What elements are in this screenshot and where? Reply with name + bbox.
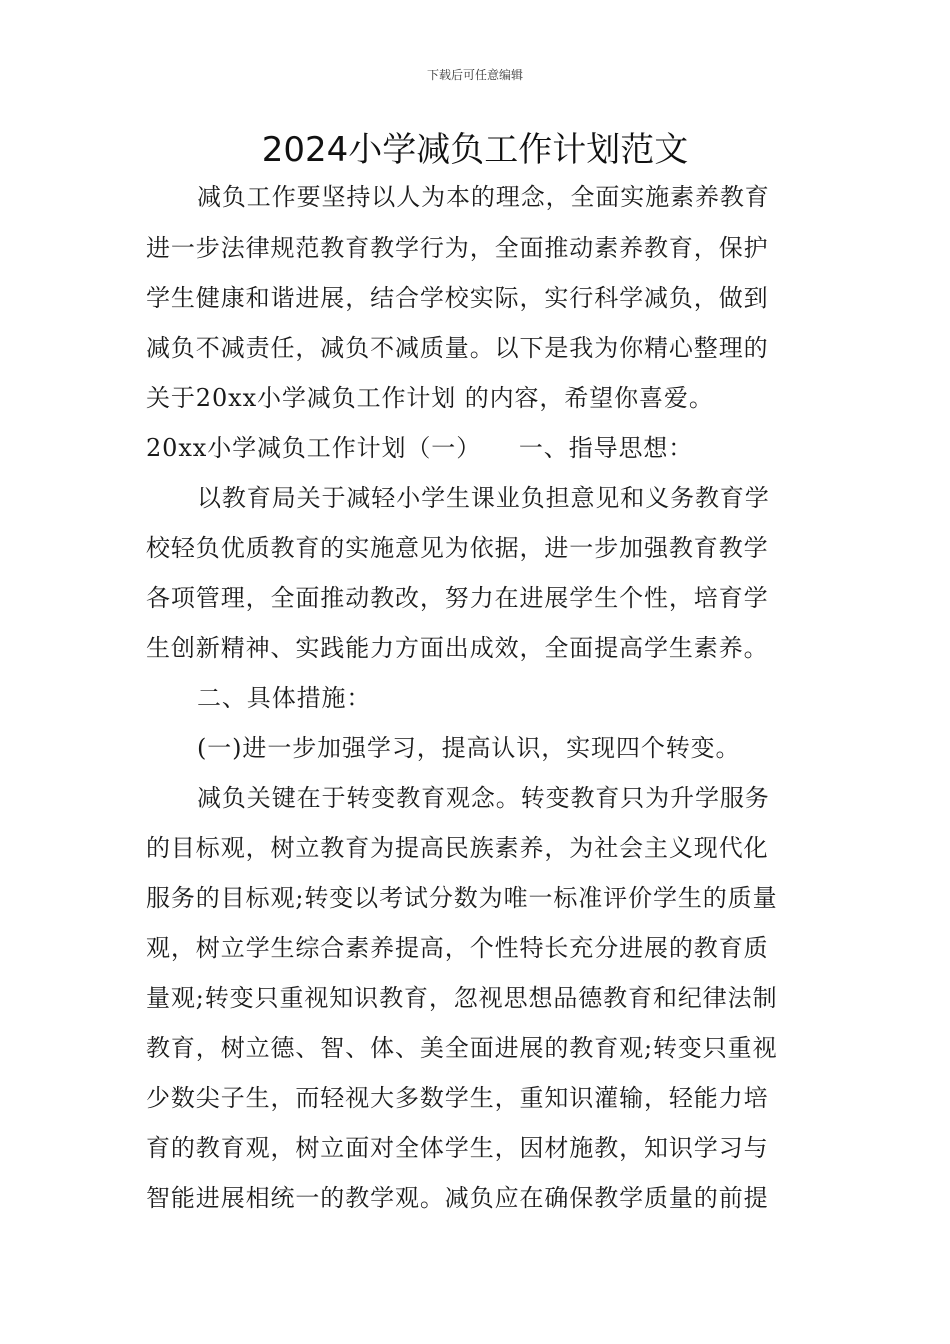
body-line: 的目标观，树立教育为提高民族素养，为社会主义现代化 — [146, 834, 769, 862]
body-line: 智能进展相统一的教学观。减负应在确保教学质量的前提 — [146, 1184, 769, 1212]
section-heading-line: 二、具体措施： — [197, 684, 372, 712]
body-line: 服务的目标观;转变以考试分数为唯一标准评价学生的质量 — [146, 884, 778, 912]
body-line: 以教育局关于减轻小学生课业负担意见和义务教育学 — [197, 484, 770, 512]
page-header-note: 下载后可任意编辑 — [426, 68, 523, 82]
body-line: 教育，树立德、智、体、美全面进展的教育观;转变只重视 — [146, 1034, 778, 1062]
body-line: 各项管理，全面推动教改，努力在进展学生个性，培育学 — [146, 584, 769, 612]
body-line: 减负工作要坚持以人为本的理念，全面实施素养教育 — [197, 183, 770, 211]
document-title: 2024小学减负工作计划范文 — [261, 130, 689, 170]
body-line: 进一步法律规范教育教学行为，全面推动素养教育，保护 — [146, 234, 769, 262]
body-line: 校轻负优质教育的实施意见为依据，进一步加强教育教学 — [146, 534, 769, 562]
body-line: 量观;转变只重视知识教育，忽视思想品德教育和纪律法制 — [146, 984, 778, 1012]
body-line: 少数尖子生，而轻视大多数学生，重知识灌输，轻能力培 — [146, 1084, 769, 1112]
body-line: 学生健康和谐进展，结合学校实际，实行科学减负，做到 — [146, 284, 769, 312]
body-line: 关于20xx小学减负工作计划 的内容，希望你喜爱。 — [146, 384, 714, 412]
body-line: 减负不减责任，减负不减质量。以下是我为你精心整理的 — [146, 334, 769, 362]
body-line: 育的教育观，树立面对全体学生，因材施教，知识学习与 — [146, 1134, 769, 1162]
body-line: 观，树立学生综合素养提高，个性特长充分进展的教育质 — [146, 934, 769, 962]
body-line: 生创新精神、实践能力方面出成效，全面提高学生素养。 — [146, 634, 769, 662]
subsection-heading-line: (一)进一步加强学习，提高认识，实现四个转变。 — [197, 734, 741, 762]
body-line: 减负关键在于转变教育观念。转变教育只为升学服务 — [197, 784, 770, 812]
section-heading-line: 20xx小学减负工作计划（一） 一、指导思想： — [146, 434, 694, 462]
